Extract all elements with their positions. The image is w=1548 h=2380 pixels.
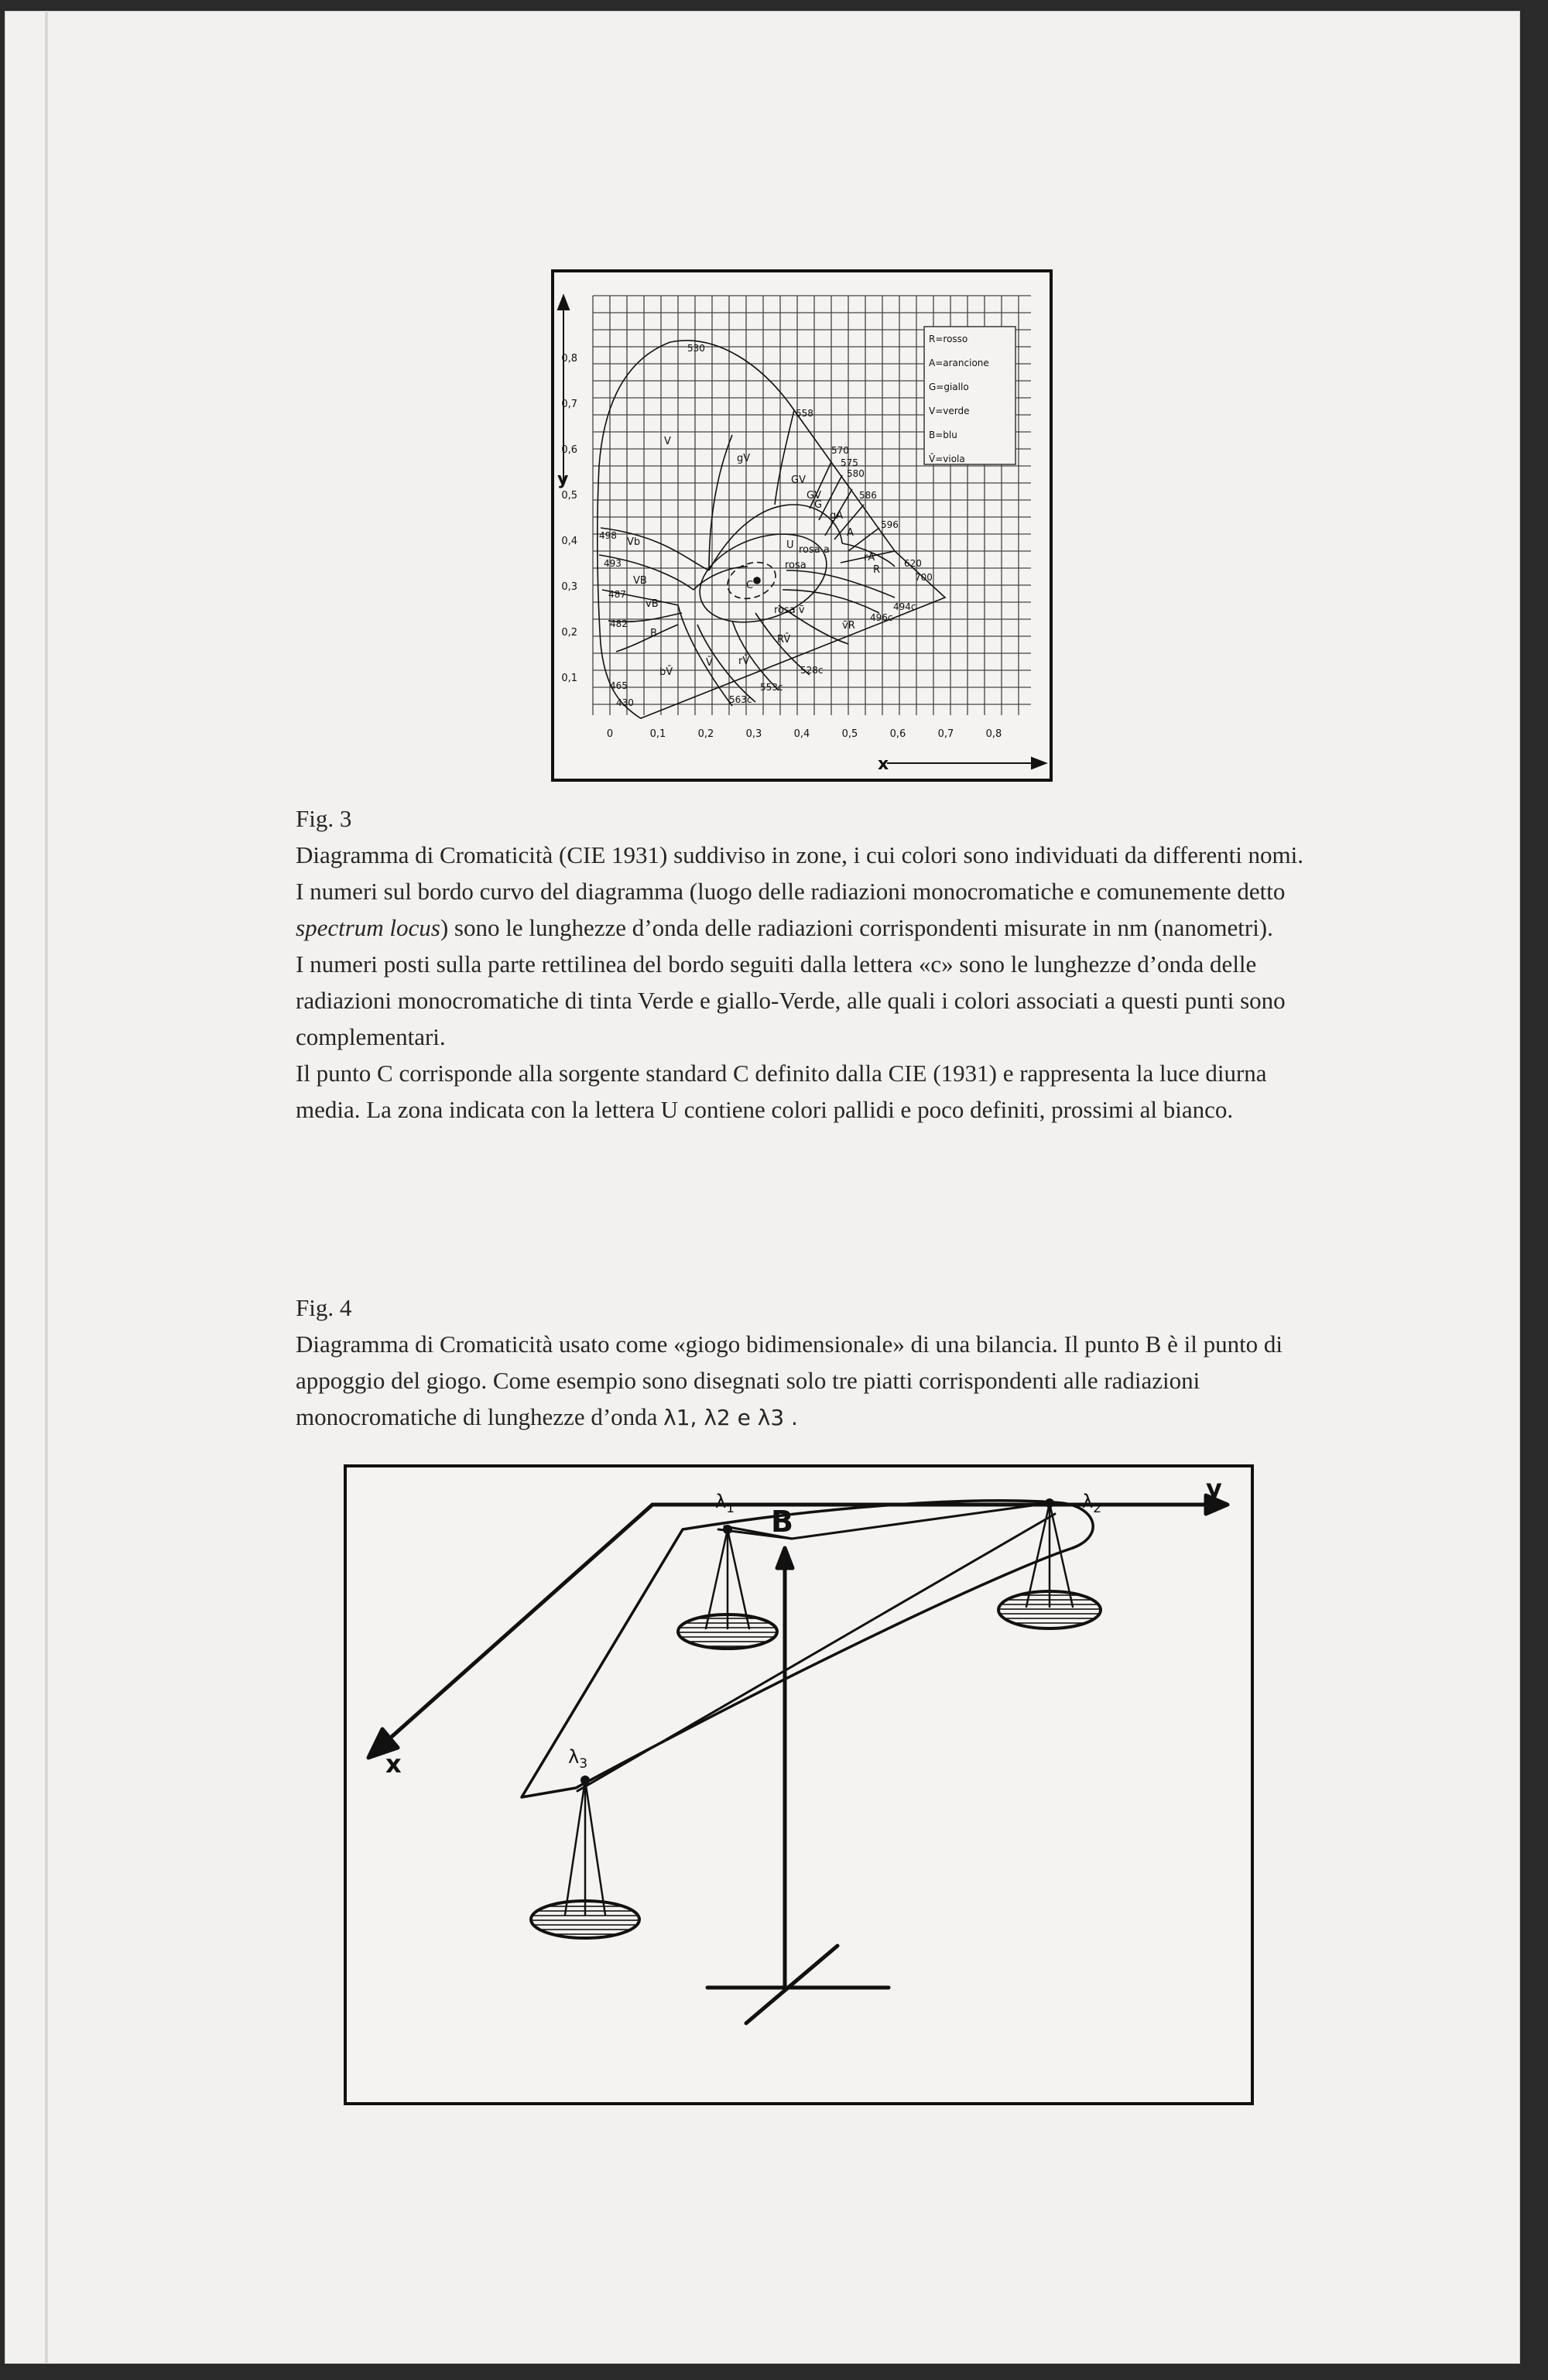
y-tick-label: 0,7 [561,399,577,410]
x-tick-label: 0,1 [649,728,666,740]
stand-base [746,1946,837,2023]
zone-label: v̄R [842,620,855,632]
wavelength-label: 553c [760,682,783,693]
wavelength-label: 620 [904,558,922,569]
zone-label: V̄ [706,657,713,669]
wavelength-label: 528c [800,665,824,676]
zone-label: Vb [627,536,641,548]
caption-text: I numeri sul bordo curvo del diagramma (luogo delle radiazioni monocromatiche e comunemente detto [296,878,1286,905]
wavelength-label: 487 [608,589,626,600]
figure-3-label: Fig. 3 [296,805,352,832]
legend-entry: A=arancione [929,358,989,368]
y-tick-label: 0,4 [561,536,577,547]
wavelength-label: 575 [841,457,858,468]
caption-symbols: λ1, λ2 e λ3 . [663,1405,798,1430]
figure-4-label: Fig. 4 [296,1294,352,1321]
y-tick-label: 0,3 [561,581,577,593]
zone-label: rosa v̄ [774,604,805,616]
x-tick-label: 0 [606,728,614,740]
zone-label: gV [737,453,751,464]
figure-4-balance-diagram [344,1464,1254,2105]
fulcrum-label-b: B [771,1505,793,1539]
y-tick-label: 0,1 [561,673,577,684]
x-tick-label: 0,3 [745,728,762,740]
legend-entry: B=blu [929,430,957,440]
y-tick-label: 0,2 [561,627,577,639]
wavelength-label: 496c [870,612,893,623]
zone-label: C [746,580,754,591]
caption-paragraph: I numeri posti sulla parte rettilinea del bordo seguiti dalla lettera «c» sono le lunghezze d’onda delle radiazioni monocromatiche di tinta Verde e giallo-Verde, alle quali i colori associati a questi punti sono complementari. [296,950,1286,1050]
wavelength-label: 530 [687,343,705,354]
caption-text: Diagramma di Cromaticità usato come «giogo bidimensionale» di una bilancia. Il punto B è il punto di appoggio del giogo. Come esempio sono disegnati solo tre piatti corrispondenti alle radiazioni monocromatiche di lunghezze d’onda [296,1330,1283,1430]
string [565,1780,585,1915]
zone-label: A [847,527,854,539]
y-tick-label: 0,6 [561,444,577,456]
plate-lambda-3 [531,1901,639,1938]
x-tick-label: 0,8 [985,728,1002,740]
zone-label: rosa a [799,544,830,556]
lambda-3-label: $\lambda_3$ [568,1746,588,1772]
wavelength-label: 580 [847,468,865,479]
wavelength-label: 700 [915,572,933,583]
zone-label: gA [830,510,844,522]
zone-line [694,567,748,590]
zone-label: RV̄ [777,634,791,646]
caption-italic-term: spectrum locus [296,914,440,941]
legend-entry: R=rosso [929,334,968,344]
y-tick-label: 0,5 [561,490,577,502]
figure-3-chromaticity-diagram [551,269,1053,782]
plate-lambda-2 [998,1591,1101,1628]
legend-entry: G=giallo [929,382,969,392]
wavelength-label: 570 [831,445,849,456]
y-axis-label: y [557,470,569,489]
zone-line [678,605,732,706]
zone-label: rV̄ [738,656,750,667]
zone-label: vB [646,598,659,610]
zone-label: GV [791,474,806,486]
point-lambda-2 [1045,1498,1054,1508]
wavelength-label: 482 [610,618,628,629]
wavelength-label: 493 [604,558,622,569]
wavelength-label: 596 [881,519,899,530]
figure-3-caption [296,800,1311,1128]
scan-border-bottom [0,2364,1548,2380]
x-tick-label: 0,2 [697,728,714,740]
y-tick-label: 0,8 [561,353,577,365]
zone-label: GV [807,490,821,502]
zone-label: V [664,436,671,447]
zone-label: rosa [785,560,807,571]
zone-label: rA [864,552,875,563]
caption-text: ) sono le lunghezze d’onda delle radiazioni corrispondenti misurate in nm (nanometri). [440,914,1273,941]
figure-3-svg [554,272,1050,779]
zone-label: bV̄ [659,666,673,678]
x-tick-label: 0,5 [841,728,858,740]
zone-label: VB [633,575,647,587]
legend-entry: V=verde [929,406,970,416]
wavelength-label: 430 [616,697,634,708]
page-spine [45,11,48,2364]
x-axis-label: x [878,755,889,774]
zone-label: G [814,499,823,511]
lambda-2-label: $\lambda_2$ [1082,1491,1102,1516]
caption-paragraph: Il punto C corrisponde alla sorgente standard C definito dalla CIE (1931) e rappresenta la luce diurna media. La zona indicata con la lettera U contiene colori pallidi e poco definiti, prossimi al bianco. [296,1060,1267,1123]
wavelength-label: 586 [859,490,877,501]
x-tick-label: 0,7 [937,728,954,740]
figure-4-caption [296,1289,1311,1436]
string [585,1780,605,1915]
wavelength-label: 558 [796,408,813,419]
lambda-1-label: $\lambda_1$ [715,1491,735,1516]
wavelength-label: 563c [729,694,752,705]
yoke-line-l3-l2 [577,1514,1055,1791]
wavelength-label: 498 [599,530,617,541]
point-c [754,577,760,584]
point-lambda-3 [580,1776,590,1785]
axis-x-label: x [385,1749,402,1779]
point-lambda-1 [723,1525,732,1534]
x-tick-label: 0,6 [889,728,906,740]
zone-label: B [650,628,657,639]
scan-border-right [1520,0,1548,2380]
fulcrum-arrowhead [777,1548,793,1568]
figure-4-svg [347,1467,1251,2102]
axis-y-label: y [1206,1474,1222,1503]
zone-label: U [786,539,794,551]
zone-label: R [873,564,881,576]
wavelength-label: 465 [610,680,628,691]
caption-paragraph: Diagramma di Cromaticità (CIE 1931) suddiviso in zone, i cui colori sono individuati da differenti nomi. [296,841,1304,868]
axis-x [385,1505,652,1742]
zone-line [775,410,794,505]
caption-paragraph [296,1326,1311,1436]
caption-paragraph [296,873,1311,946]
legend-box [924,327,1015,464]
legend-entry: V̄=viola [929,454,965,464]
wavelength-label: 494c [893,601,916,612]
plate-lambda-1 [678,1615,777,1649]
x-tick-label: 0,4 [793,728,810,740]
